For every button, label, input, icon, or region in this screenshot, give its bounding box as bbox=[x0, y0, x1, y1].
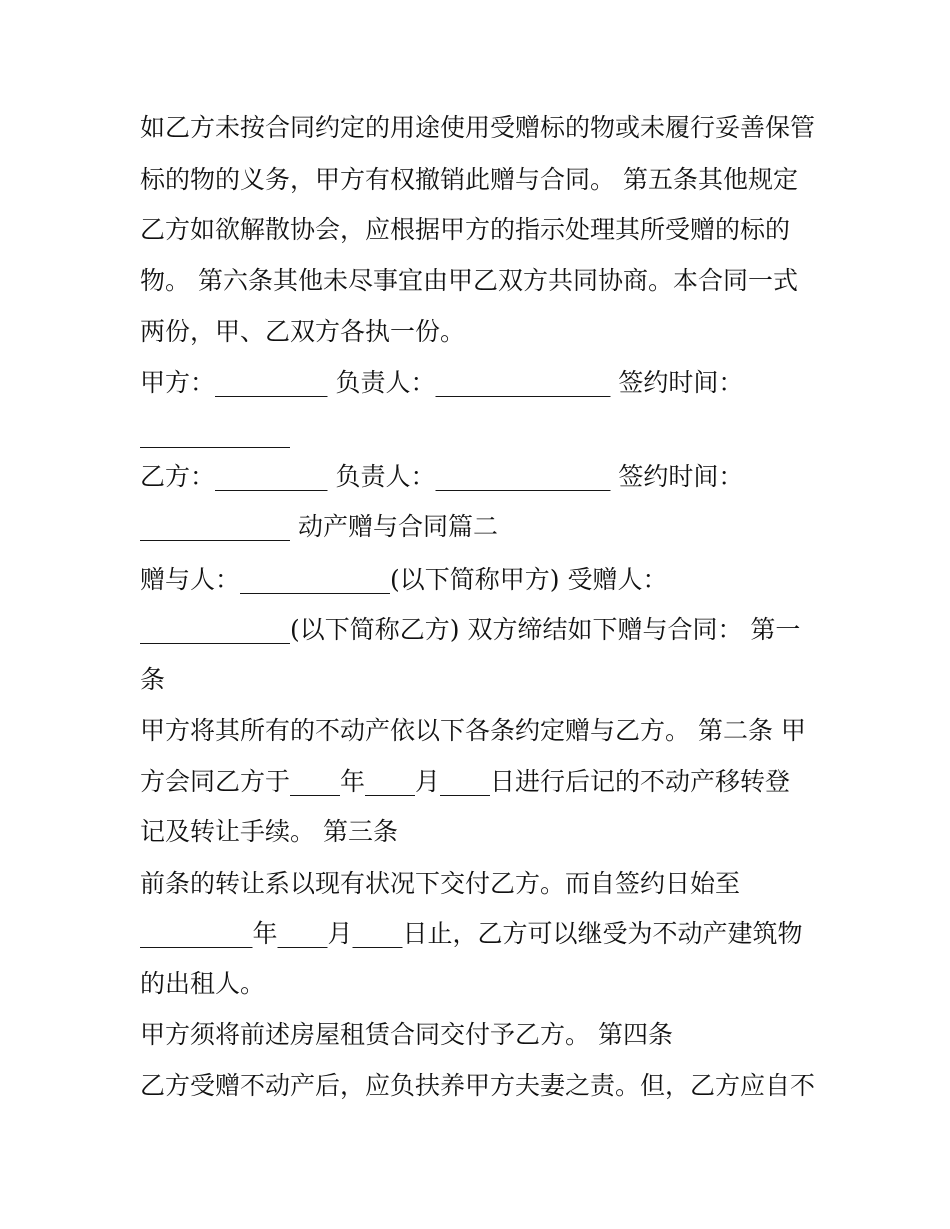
text-line: 两份，甲、乙双方各执一份。 bbox=[140, 317, 466, 346]
text-line: ____________(以下简称乙方) 双方缔结如下赠与合同： 第一 bbox=[140, 615, 801, 644]
text-line: 条 bbox=[140, 665, 166, 694]
text-line: 赠与人：____________(以下简称甲方) 受赠人： bbox=[140, 565, 668, 594]
text-line: _________年____月____日止，乙方可以继受为不动产建筑物 bbox=[140, 919, 803, 948]
section-heading-line: ____________ 动产赠与合同篇二 bbox=[140, 512, 498, 541]
signature-line-party-a: 甲方：_________ 负责人：______________ 签约时间： bbox=[140, 368, 744, 397]
text-line: 甲方须将前述房屋租赁合同交付予乙方。 第四条 bbox=[140, 1020, 673, 1049]
text-line: 乙方受赠不动产后，应负扶养甲方夫妻之责。但，乙方应自不 bbox=[140, 1071, 816, 1100]
text-line: 如乙方未按合同约定的用途使用受赠标的物或未履行妥善保管 bbox=[140, 113, 816, 142]
text-line: 前条的转让系以现有状况下交付乙方。而自签约日始至 bbox=[140, 869, 741, 898]
text-line: 甲方将其所有的不动产依以下各条约定赠与乙方。 第二条 甲 bbox=[140, 716, 806, 745]
signature-date-blank: ____________ bbox=[140, 419, 290, 448]
text-line: 记及转让手续。 第三条 bbox=[140, 817, 398, 846]
text-line: 乙方如欲解散协会，应根据甲方的指示处理其所受赠的标的 bbox=[140, 215, 791, 244]
text-line: 物。 第六条其他未尽事宜由甲乙双方共同协商。本合同一式 bbox=[140, 266, 798, 295]
text-line: 的出租人。 bbox=[140, 969, 266, 998]
signature-line-party-b: 乙方：_________ 负责人：______________ 签约时间： bbox=[140, 462, 744, 491]
text-line: 标的物的义务，甲方有权撤销此赠与合同。 第五条其他规定 bbox=[140, 165, 798, 194]
text-line: 方会同乙方于____年____月____日进行后记的不动产移转登 bbox=[140, 767, 791, 796]
